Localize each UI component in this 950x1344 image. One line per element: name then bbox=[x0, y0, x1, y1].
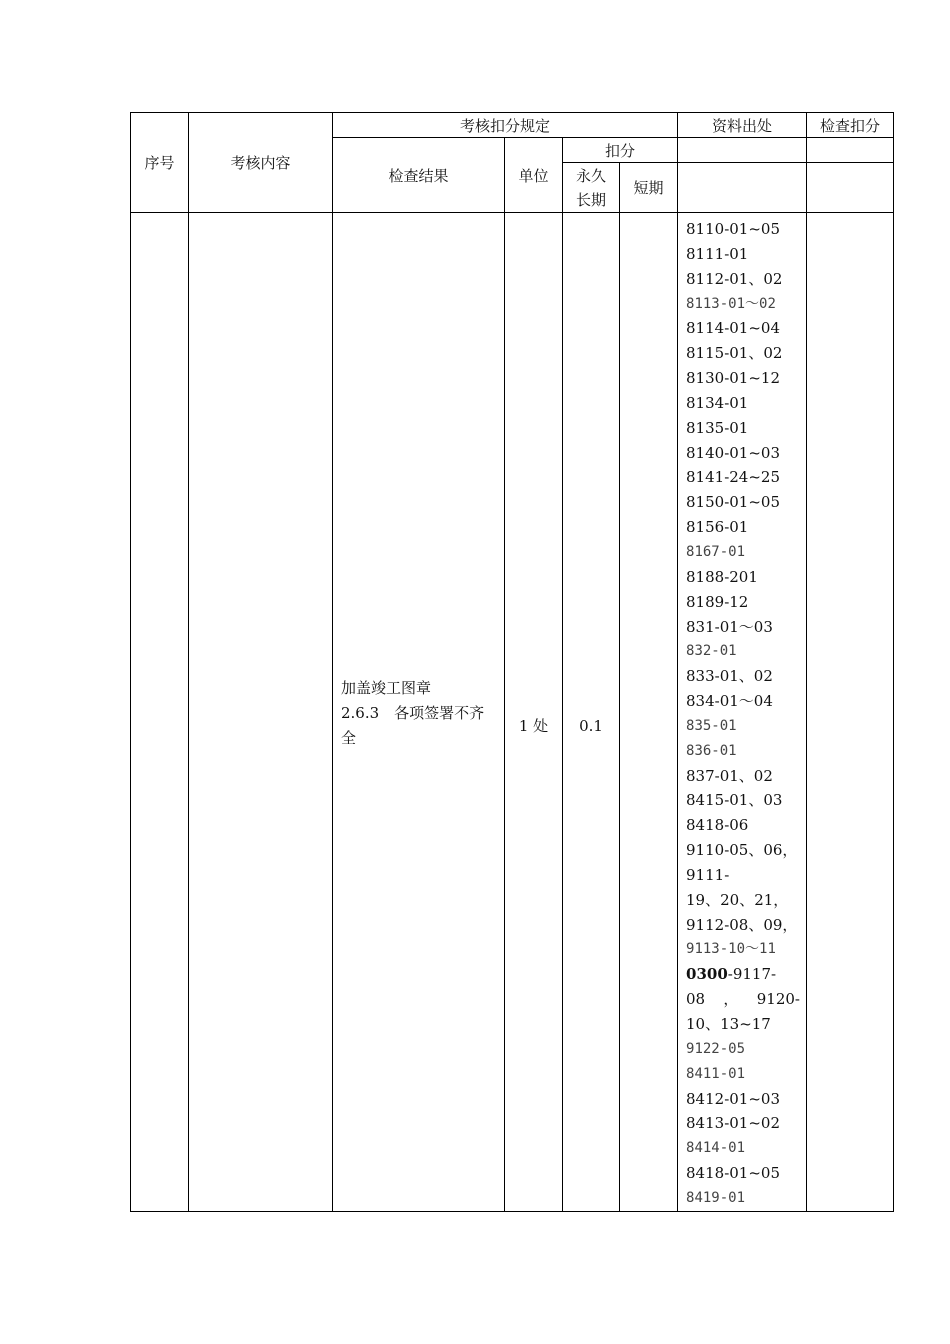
source-item: 834-01～04 bbox=[686, 692, 773, 711]
source-item: 831-01～03 bbox=[686, 617, 773, 636]
source-rest-part: -9117- bbox=[727, 965, 777, 984]
row-seq-cell bbox=[131, 213, 189, 1212]
row-source-cell bbox=[678, 213, 807, 1212]
source-item: 8115-01、02 bbox=[686, 344, 783, 363]
source-item: 9112-08、09， bbox=[686, 915, 798, 934]
header-deduct: 扣分 bbox=[563, 138, 678, 163]
source-item: 9113-10～11 bbox=[686, 941, 776, 958]
header-check-empty-1 bbox=[807, 138, 894, 163]
source-item: 9110-05、06， bbox=[686, 841, 798, 860]
source-item: 8111-01 bbox=[686, 244, 749, 263]
result-line-2: 2.6.3 各项签署不齐 bbox=[341, 704, 485, 723]
row-result-cell bbox=[333, 213, 505, 1212]
source-item: 8150-01~05 bbox=[686, 493, 780, 512]
source-item: 8167-01 bbox=[686, 543, 746, 560]
header-permanent bbox=[563, 163, 620, 213]
result-line-3: 全 bbox=[341, 729, 357, 748]
source-item: 8134-01 bbox=[686, 393, 749, 412]
source-item: 8113-01～02 bbox=[686, 295, 776, 312]
source-item: 8419-01 bbox=[686, 1189, 746, 1206]
assessment-table bbox=[130, 112, 894, 1212]
header-short: 短期 bbox=[620, 163, 678, 213]
source-item: 9122-05 bbox=[686, 1040, 746, 1057]
row-check-deduct-cell bbox=[807, 213, 894, 1212]
source-item: 8412-01~03 bbox=[686, 1089, 780, 1108]
row-short bbox=[620, 213, 678, 1212]
source-part: 9120- bbox=[756, 990, 800, 1009]
source-item: 8135-01 bbox=[686, 418, 749, 437]
source-item: 8141-24~25 bbox=[686, 468, 780, 487]
header-unit: 单位 bbox=[505, 138, 563, 213]
source-item: 8156-01 bbox=[686, 518, 749, 537]
row-permanent: 0.1 bbox=[563, 213, 620, 1212]
header-source-empty-1 bbox=[678, 138, 807, 163]
source-part: ， bbox=[723, 990, 739, 1009]
source-item: 835-01 bbox=[686, 717, 737, 734]
header-source-empty-2 bbox=[678, 163, 807, 213]
source-item: 837-01、02 bbox=[686, 766, 773, 785]
source-item: 8413-01~02 bbox=[686, 1114, 780, 1133]
source-item: 8411-01 bbox=[686, 1065, 746, 1082]
source-item: 8188-201 bbox=[686, 567, 758, 586]
source-item: 9111- bbox=[686, 865, 730, 884]
source-item: 10、13~17 bbox=[686, 1015, 771, 1033]
source-item: 832-01 bbox=[686, 643, 737, 660]
header-seq: 序号 bbox=[131, 113, 189, 213]
header-check-empty-2 bbox=[807, 163, 894, 213]
source-item: 836-01 bbox=[686, 742, 737, 759]
header-rules: 考核扣分规定 bbox=[333, 113, 678, 138]
header-result: 检查结果 bbox=[333, 138, 505, 213]
header-content: 考核内容 bbox=[189, 113, 333, 213]
source-item: 8130-01~12 bbox=[686, 369, 780, 388]
source-item: 8414-01 bbox=[686, 1140, 746, 1157]
source-item: 8112-01、02 bbox=[686, 269, 783, 288]
row-content-cell bbox=[189, 213, 333, 1212]
source-item: 8110-01~05 bbox=[686, 220, 780, 238]
source-item: 8415-01、03 bbox=[686, 791, 783, 810]
source-item bbox=[686, 962, 800, 987]
header-permanent-line2: 长期 bbox=[575, 190, 606, 209]
source-item bbox=[686, 987, 800, 1012]
source-part: 08 bbox=[686, 990, 706, 1009]
header-permanent-line1: 永久 bbox=[575, 166, 606, 185]
source-item: 8140-01~03 bbox=[686, 443, 780, 462]
result-line-1: 加盖竣工图章 bbox=[341, 679, 432, 698]
source-bold-part: 0300 bbox=[686, 965, 728, 984]
source-item: 8418-06 bbox=[686, 816, 749, 835]
header-check-deduct: 检查扣分 bbox=[807, 113, 894, 138]
row-unit: 1 处 bbox=[505, 213, 563, 1212]
source-item: 8418-01~05 bbox=[686, 1164, 780, 1183]
source-item: 8189-12 bbox=[686, 592, 749, 611]
source-item: 19、20、21， bbox=[686, 890, 789, 909]
header-source: 资料出处 bbox=[678, 113, 807, 138]
source-item: 833-01、02 bbox=[686, 667, 773, 686]
source-item: 8114-01~04 bbox=[686, 319, 780, 338]
